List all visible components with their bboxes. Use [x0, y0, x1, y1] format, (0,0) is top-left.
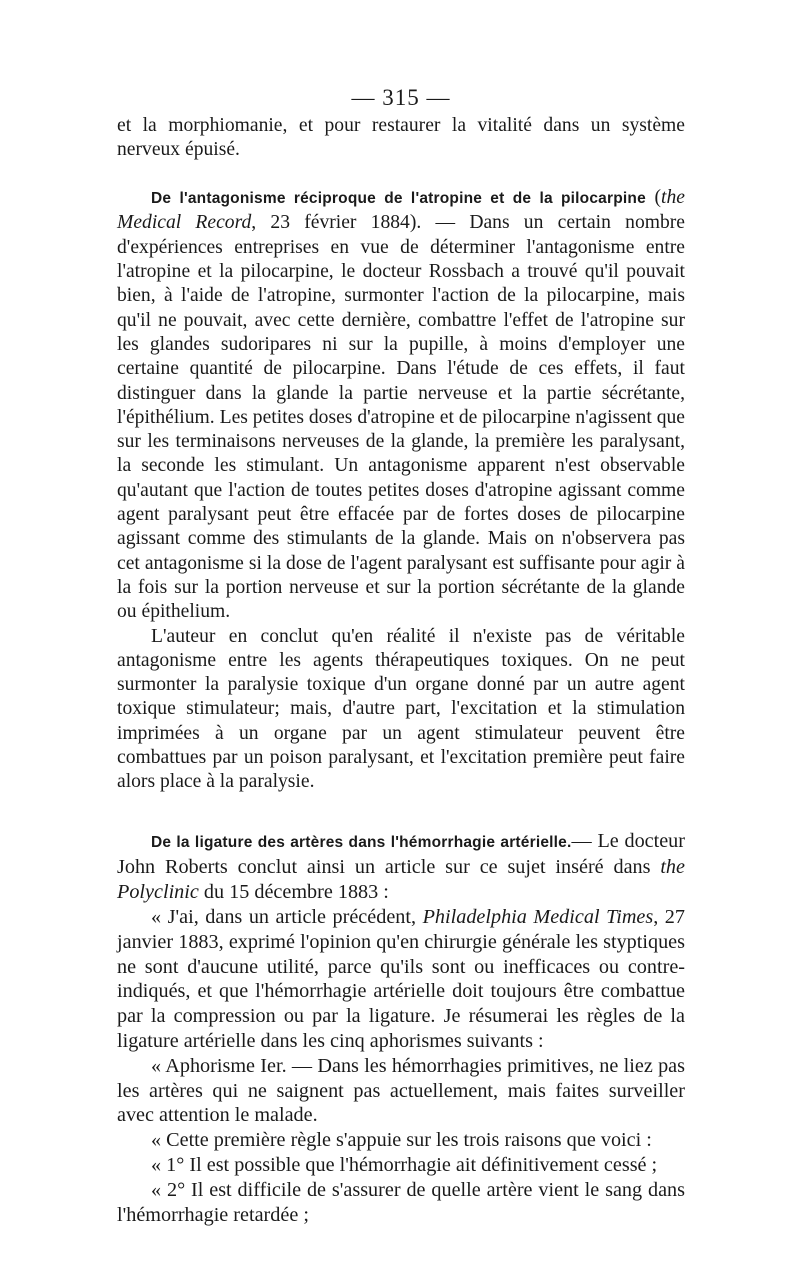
- rule-intro: « Cette première règle s'appuie sur les trois raisons que voici :: [151, 1129, 652, 1152]
- quote-1-rest: , 27 janvier 1883, exprimé l'opinion qu'en chirurgie générale les styptiques ne sont d'aucune utilité, parce qu'ils sont ou inefficaces ou contre-indiqués, et que l'hémorrhagie artérielle doit toujours être combattue par la compression ou par la ligature. Je résumerai les règles de la ligature artérielle dans les cinq aphorismes suivants :: [117, 906, 685, 1052]
- reason-2: « 2° Il est difficile de s'assurer de quelle artère vient le sang dans l'hémorrhagie retardée ;: [117, 1178, 685, 1226]
- section-heading-antagonisme: De l'antagonisme réciproque de l'atropine et de la pilocarpine: [151, 190, 646, 208]
- source-close: , 23 février 1884). —: [251, 212, 470, 234]
- ligature-intro-text: — Le docteur John Roberts conclut ainsi un article sur ce sujet inséré dans: [117, 829, 686, 879]
- source-title-philadelphia-medical-times: Philadelphia Medical Times: [422, 906, 654, 928]
- section-antagonisme: [117, 186, 685, 794]
- section-ligature-intro: [117, 829, 685, 905]
- section-antagonisme-paragraph-1: [117, 186, 685, 624]
- aphorism-1: « Aphorisme Ier. — Dans les hémorrhagies primitives, ne liez pas les artères qui ne saignent pas actuellement, mais faites surveiller avec attention le malade.: [117, 1054, 685, 1127]
- quote-paragraph-1: [117, 905, 685, 1054]
- section-ligature: [117, 829, 685, 1228]
- reason-1: « 1° Il est possible que l'hémorrhagie ait définitivement cessé ;: [151, 1153, 658, 1176]
- quote-1-start: « J'ai, dans un article précédent,: [151, 906, 423, 928]
- continuation-paragraph: et la morphiomanie, et pour restaurer la vitalité dans un système nerveux épuisé.: [117, 114, 685, 160]
- source-title-medical-record: the Medical Record: [117, 187, 685, 234]
- book-page: [117, 84, 685, 1227]
- section-antagonisme-paragraph-2: L'auteur en conclut qu'en réalité il n'existe pas de véritable antagonisme entre les agents thérapeutiques toxiques. On ne peut surmonter la paralysie toxique d'un organe donné par un autre agent toxique stimulateur; mais, d'autre part, l'excitation et la stimulation imprimées à un organe par un agent stimulateur peuvent être combattues par un poison paralysant, et l'excitation première peut faire alors place à la paralysie.: [117, 625, 685, 793]
- page-number: — 315 —: [351, 85, 451, 110]
- source-open: (: [645, 187, 662, 209]
- section-antagonisme-body: Dans un certain nombre d'expériences entreprises en vue de déterminer l'antagonisme entre l'atropine et la pilocarpine, le docteur Rossbach a trouvé qu'il pouvait bien, à l'aide de l'atropine, surmonter l'action de la pilocarpine, mais qu'il ne pouvait, avec cette dernière, combattre l'effet de l'atropine sur les glandes sudoripares ni sur la pupille, à moins d'employer une certaine quantité de pilocarpine. Dans l'étude de ces effets, il faut distinguer dans la glande la partie nerveuse et la partie sécrétante, l'épithélium. Les petites doses d'atropine et de pilocarpine n'agissent que sur les terminaisons nerveuses de la glande, la première les paralysant, la seconde les stimulant. Un antagonisme apparent n'est observable qu'autant que l'action de toutes petites doses d'atropine agissant comme agent paralysant peut être effacée par de fortes doses de pilocarpine agissant comme des stimulants de la glande. Mais on n'observera pas cet antagonisme si la dose de l'agent paralysant est suffisante pour agir à la fois sur la portion nerveuse et sur la portion sécrétante de la glande ou épithelium.: [117, 212, 685, 623]
- ligature-intro-date: du 15 décembre 1883 :: [198, 881, 389, 904]
- section-heading-ligature: De la ligature des artères dans l'hémorrhagie artérielle.: [151, 833, 572, 851]
- source-title-polyclinic: the Polyclinic: [117, 856, 685, 904]
